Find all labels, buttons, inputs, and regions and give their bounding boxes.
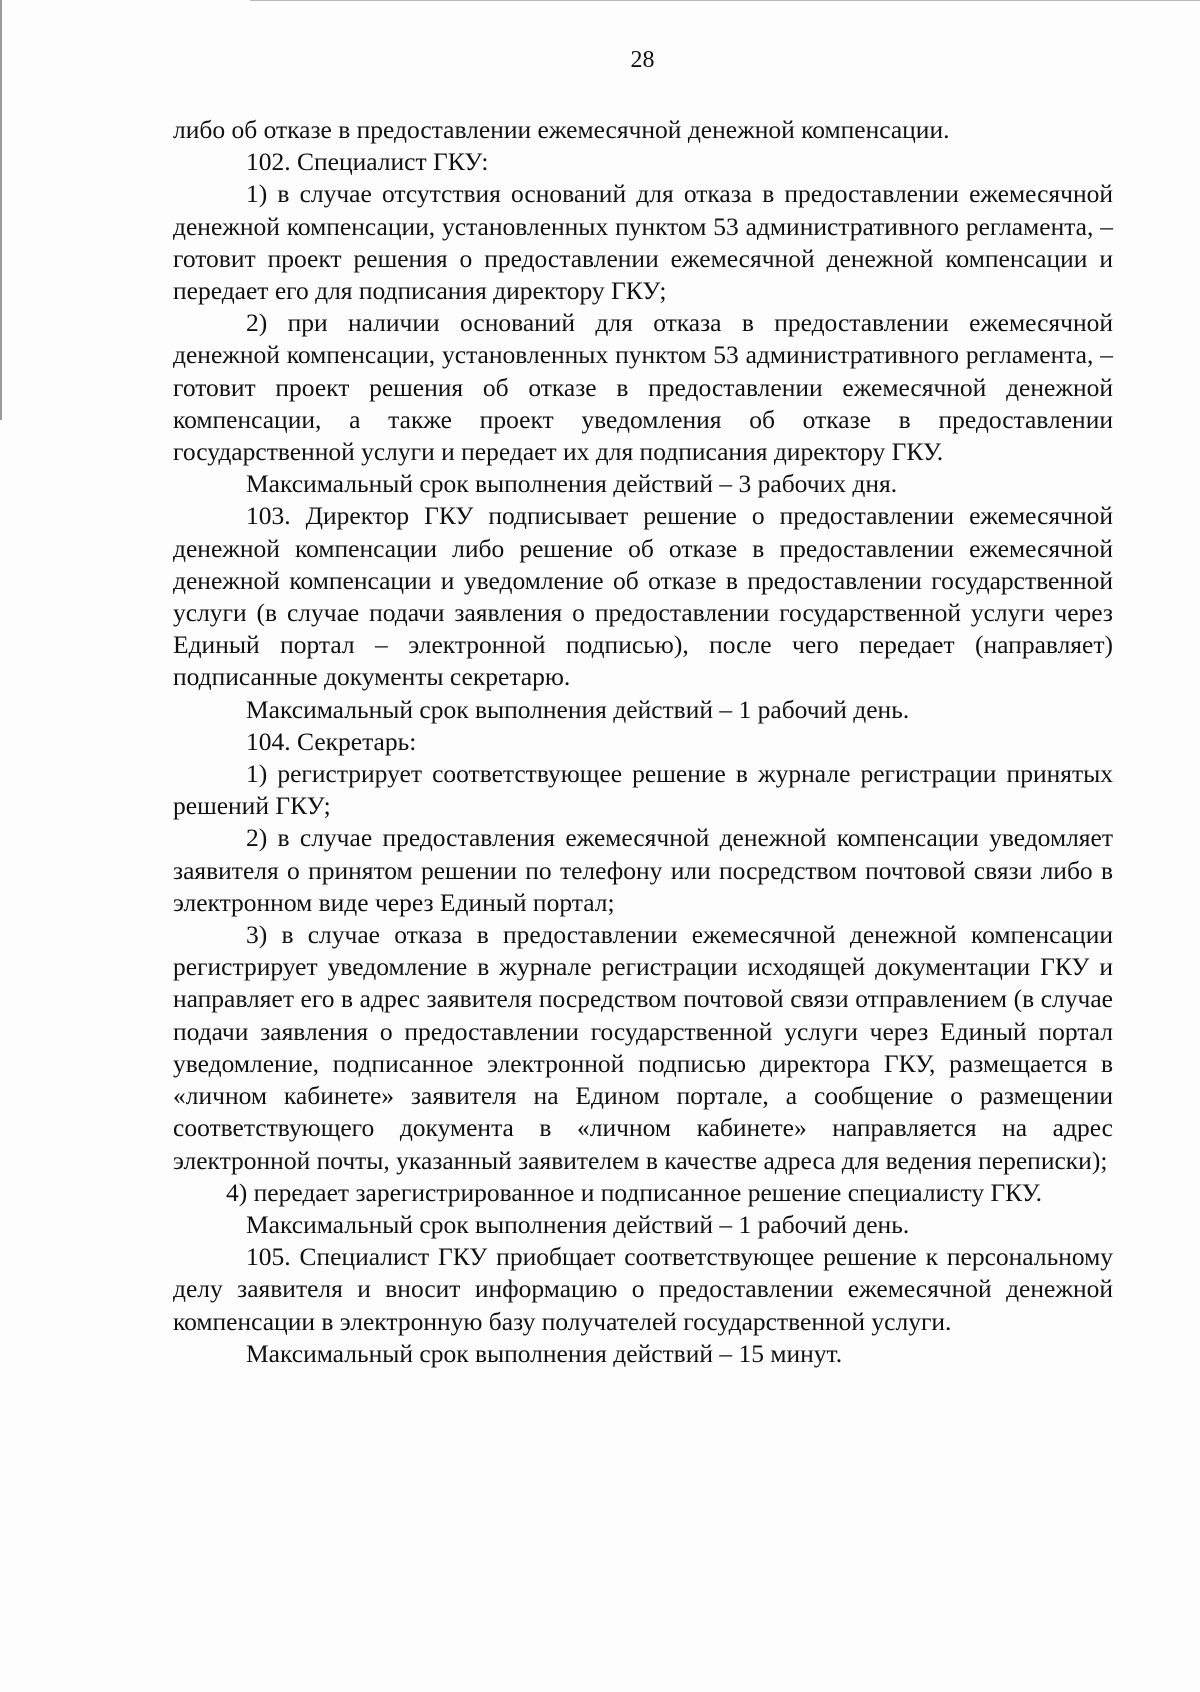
paragraph-deadline-102: Максимальный срок выполнения действий – 3 рабочих дня. [246, 469, 898, 499]
scan-edge-top [250, 0, 1200, 1]
paragraph-104-heading: 104. Секретарь: [246, 726, 417, 756]
paragraph-102-item-1: 1) в случае отсутствия оснований для отказа в предоставлении ежемесячной денежной компенсации, установленных пунктом 53 административного регламента, – готовит проект решения о предоставлении ежемесячной денежной компенсации и передает его для подписания директору ГКУ; [173, 179, 1113, 306]
paragraph-104-item-2: 2) в случае предоставления ежемесячной денежной компенсации уведомляет заявителя о принятом решении по телефону или посредством почтовой связи либо в электронном виде через Единый портал; [173, 823, 1113, 917]
paragraph-102-heading: 102. Специалист ГКУ: [246, 147, 489, 177]
paragraph-continuation: либо об отказе в предоставлении ежемесячной денежной компенсации. [173, 115, 950, 144]
document-body [173, 114, 1113, 1370]
paragraph-deadline-103: Максимальный срок выполнения действий – 1 рабочий день. [246, 694, 910, 724]
paragraph-105: 105. Специалист ГКУ приобщает соответствующее решение к персональному делу заявителя и вносит информацию о предоставлении ежемесячной денежной компенсации в электронную базу получателей государственной услуги. [173, 1242, 1113, 1336]
paragraph-103: 103. Директор ГКУ подписывает решение о предоставлении ежемесячной денежной компенсации либо решение об отказе в предоставлении ежемесячной денежной компенсации и уведомление об отказе в предоставлении государственной услуги (в случае подачи заявления о предоставлении государственной услуги через Единый портал – электронной подписью), после чего передает (направляет) подписанные документы секретарю. [173, 501, 1113, 692]
paragraph-deadline-105: Максимальный срок выполнения действий – 15 минут. [246, 1338, 843, 1368]
paragraph-104-item-4: 4) передает зарегистрированное и подписанное решение специалисту ГКУ. [226, 1177, 1042, 1207]
paragraph-102-item-2: 2) при наличии оснований для отказа в предоставлении ежемесячной денежной компенсации, установленных пунктом 53 административного регламента, – готовит проект решения об отказе в предоставлении ежемесячной денежной компенсации, а также проект уведомления об отказе в предоставлении государственной услуги и передает их для подписания директору ГКУ. [173, 308, 1113, 467]
page-number: 28 [630, 47, 655, 73]
paragraph-deadline-104: Максимальный срок выполнения действий – 1 рабочий день. [246, 1209, 910, 1239]
paragraph-104-item-3: 3) в случае отказа в предоставлении ежемесячной денежной компенсации регистрирует уведомление в журнале регистрации исходящей документации ГКУ и направляет его в адрес заявителя посредством почтовой связи отправлением (в случае подачи заявления о предоставлении государственной услуги через Единый портал уведомление, подписанное электронной подписью директора ГКУ, размещается в «личном кабинете» заявителя на Едином портале, а сообщение о размещении соответствующего документа в «личном кабинете» направляется на адрес электронной почты, указанный заявителем в качестве адреса для ведения переписки); [173, 920, 1113, 1175]
paragraph-104-item-1: 1) регистрирует соответствующее решение в журнале регистрации принятых решений ГКУ; [173, 759, 1113, 821]
